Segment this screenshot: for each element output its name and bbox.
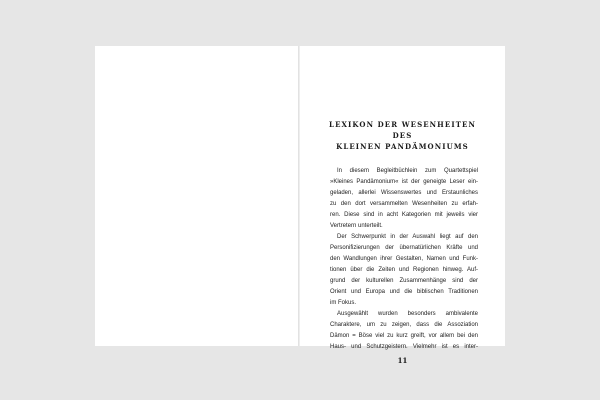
text-line: tionen über die Zeiten und Regionen hinweg. Auf-	[330, 267, 478, 273]
text-line: Der Schwerpunkt in der Auswahl liegt auf den	[337, 234, 478, 240]
text-line: Vertretern unterteilt.	[330, 223, 383, 229]
right-page	[300, 46, 505, 365]
title-line: KLEINEN PANDÄMONIUMS	[336, 142, 469, 151]
text-line: zu den dort versammelten Wesenheiten zu erfah-	[330, 201, 478, 207]
text-line: In diesem Begleitbüchlein zum Quartettspiel	[337, 168, 478, 174]
text-line: Charaktere, um zu zeigen, dass die Assoziation	[330, 322, 478, 328]
page-number: 11	[397, 356, 408, 365]
text-line: Personifizierungen der übernatürlichen Kräfte und	[330, 245, 478, 251]
text-line: »Kleines Pandämonium« ist der geneigte Leser ein-	[330, 179, 478, 185]
chapter-title	[300, 119, 505, 152]
left-blank-page	[95, 46, 298, 346]
body-text	[330, 166, 478, 353]
text-line: grund der kulturellen Zusammenhänge sind der	[330, 278, 478, 284]
text-line: den Wandlungen ihrer Gestalten, Namen und Funk-	[330, 256, 478, 262]
text-line: im Fokus.	[330, 300, 357, 306]
text-line: Haus- und Schutzgeistern. Vielmehr ist es inter-	[330, 344, 478, 350]
text-line: ren. Diese sind in acht Kategorien mit jeweils vier	[330, 212, 478, 218]
text-line: Orient und Europa und die biblischen Traditionen	[330, 289, 478, 295]
text-line: Ausgewählt wurden besonders ambivalente	[337, 311, 478, 317]
text-line: Dämon = Böse viel zu kurz greift, vor allem bei den	[330, 333, 478, 339]
title-line: LEXIKON DER WESENHEITEN	[329, 120, 476, 129]
text-line: geladen, allerlei Wissenswertes und Erstaunliches	[330, 190, 478, 196]
title-line: DES	[392, 131, 413, 140]
